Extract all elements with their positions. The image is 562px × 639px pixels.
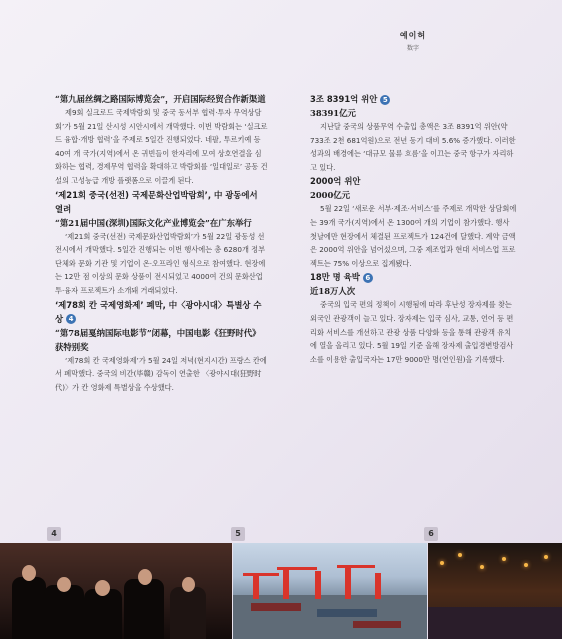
text: “第九届丝绸之路国际博览会”，开启国际经贸合作新渠道 (55, 94, 266, 104)
text: 중국의 입국 편의 정책이 시행됨에 따라 후난성 장자제를 찾는 외국인 관광객이 늘고 있다. 장자제는 입국 심사, 교통, 언어 등 편리화 서비스를 개선하고 관광 상품 다양화 등을 통해 관광객 유치에 열을 올리고 있다. 5월 19일 기준 올해 장자제 출입경변방검사소를 이용한 출입국자는 17만 9000만 명(연인원)을 기록했다. (310, 300, 514, 364)
paragraph-5 (310, 202, 518, 270)
text: ‘제78회 칸 국제영화제’ 폐막, 中〈광야시대〉특별상 수상 (55, 299, 262, 324)
text: 2000亿元 (310, 190, 351, 201)
headline-1 (310, 106, 518, 120)
photo-night-street (428, 543, 562, 639)
text: 제9회 실크로드 국제박람회 및 중국 동서부 협력·투자 무역상담회’가 5월 21일 산시성 시안시에서 개막했다. 이번 박람회는 ‘실크로드 융합·개방 협력’을 주제로 5일간 진행되었다. 네팔, 투르키예 등 40여 개 국가(지역)에서 온 귀빈들이 한자리에 모여 상호연결을 심화하는 협력, 경제무역 협력을 확대하고 박람회를 ‘일대일로’ 공동 건설의 고성능급 개방 플랫폼으로 이끌게 된다. (55, 108, 268, 185)
photo-strip (0, 543, 562, 639)
paragraph-1 (55, 106, 268, 188)
headline-3 (310, 174, 518, 188)
text: 5월 22일 ‘새로운 서부·제조·서비스’를 주제로 개막한 상담회에는 39개 국가(지역)에서 온 1300여 개의 기업이 참가했다. 행사 첫날에만 현장에서 체결된 프로젝트가 124건에 달했다. 계약 금액은 2000억 위안을 넘어섰으며, 그중 제조업과 현대 서비스업 프로젝트는 75% 이상으로 집계됐다. (310, 204, 517, 268)
headline-6 (55, 326, 268, 354)
text: 38391亿元 (310, 108, 356, 118)
headline-4 (310, 188, 518, 202)
photo-ref-badge: 4 (66, 314, 76, 324)
text: 近18万人次 (310, 286, 356, 297)
text: ‘제78회 칸 국제영화제’가 5월 24일 저녁(현지시간) 프랑스 칸에서 폐막했다. 중국의 비간(毕赣) 감독이 연출한 〈광야시대(狂野时代)〉가 칸 영화제 특별상을 수상했다. (55, 355, 267, 392)
header (393, 30, 433, 52)
paragraph-4 (55, 230, 268, 298)
photo-ref-badge: 6 (363, 273, 373, 283)
photo-port (233, 543, 427, 639)
headline-0 (310, 92, 518, 106)
headline-3 (55, 216, 268, 230)
text: ‘제21회 중국(선전) 국제문화산업박람회’가 5월 22일 광동성 선전시에서 개막했다. 5일간 진행되는 이번 행사에는 총 6280개 정부 단체와 문화 기관 및 기업이 온·오프라인 형식으로 참여했다. 현장에는 12만 점 이상의 문화 상품이 전시되었고 4000여 건의 문화산업 투·융자 프로젝트가 소개돼 거래되었다. (55, 231, 266, 295)
text: “第78届戛纳国际电影节”闭幕，中国电影《狂野时代》获特别奖 (55, 327, 261, 352)
headline-6 (310, 270, 518, 284)
header-title: 예이허 (399, 31, 427, 40)
text: 18만 명 육박 (310, 272, 360, 283)
right-column (310, 92, 518, 366)
headline-0 (55, 92, 268, 106)
photo-cannes (0, 543, 232, 639)
photo-label-4: 4 (47, 527, 61, 541)
paragraph-2 (310, 120, 518, 174)
text: 지난달 중국의 상품무역 수출입 총액은 3조 8391억 위안(약 733조 2천 681억원)으로 전년 동기 대비 5.6% 증가했다. 이러한 성과의 배경에는 ‘대규모 물류 흐름’을 이끄는 중국 항구가 자리하고 있다. (310, 122, 516, 172)
paragraph-8 (310, 298, 518, 366)
photo-label-6: 6 (424, 527, 438, 541)
text: 2000억 위안 (310, 176, 361, 187)
text: ‘제21회 중국(선전) 국제문화산업박람회’, 中 광동에서 열려 (55, 189, 258, 214)
headline-2 (55, 188, 268, 216)
photo-ref-badge: 5 (380, 95, 390, 105)
headline-5 (55, 298, 268, 326)
photo-label-5: 5 (231, 527, 245, 541)
header-subtitle: 数字 (406, 45, 419, 52)
text: 3조 8391억 위안 (310, 94, 378, 104)
text: “第21届中国(深圳)国际文化产业博览会”在广东举行 (55, 217, 252, 228)
paragraph-7 (55, 354, 268, 395)
left-column (55, 92, 268, 394)
headline-7 (310, 284, 518, 298)
